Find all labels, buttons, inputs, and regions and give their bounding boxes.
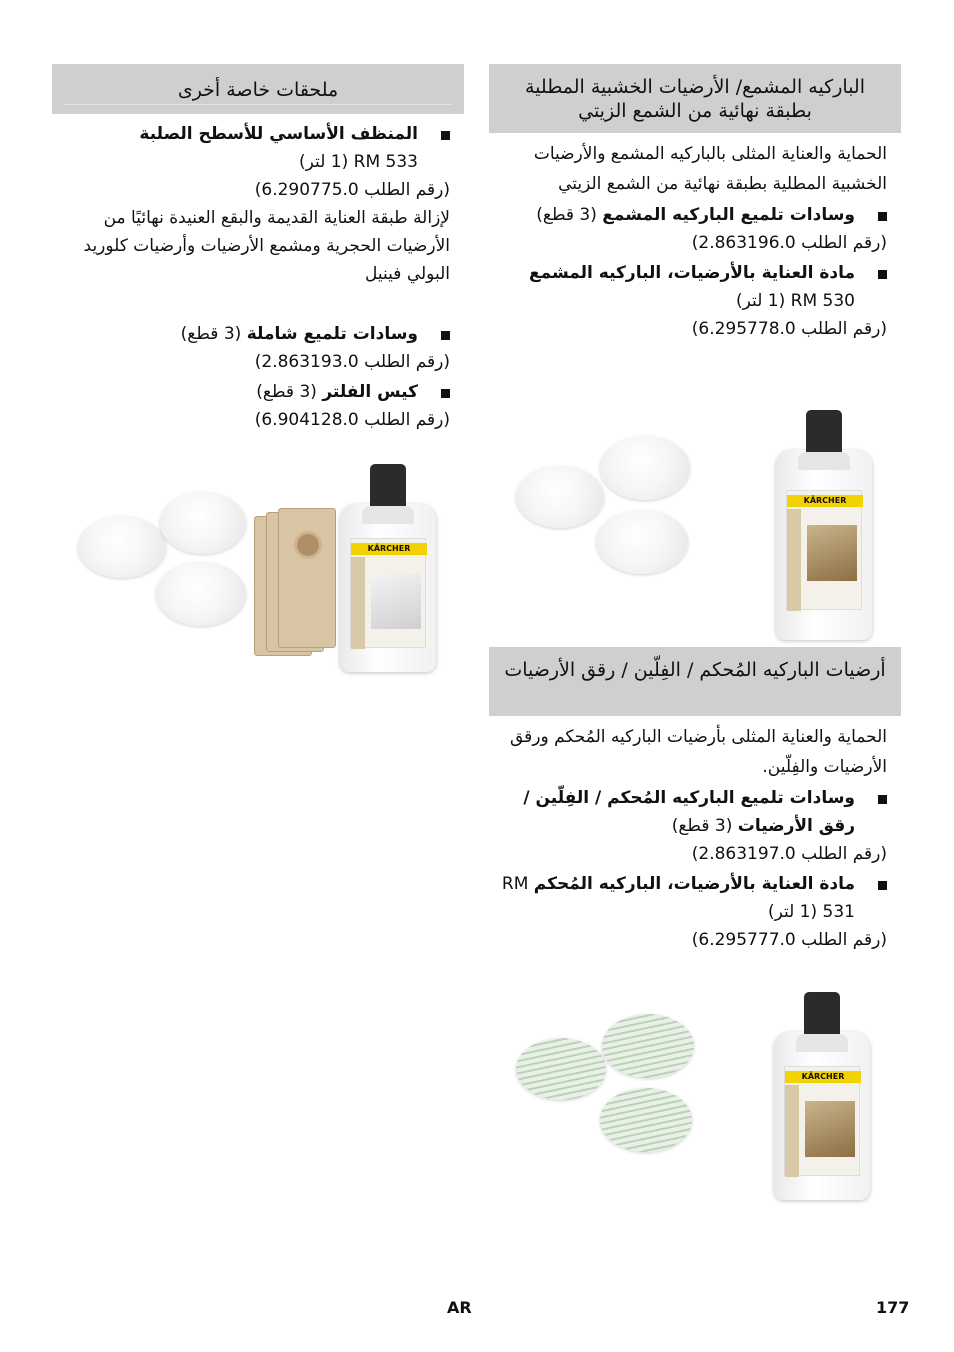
polishing-pad-image [516,466,604,528]
footer-language-code: AR [447,1298,472,1317]
polishing-pad-image [78,516,166,578]
accessory-list [489,201,901,343]
item-name: وسادات تلميع شاملة [246,324,418,344]
care-bottle-image [774,1032,870,1200]
item-order-number: (رقم الطلب 6.295777.0) [691,930,887,950]
item-detail: (3 قطع) [180,324,247,344]
item-name: مادة العناية بالأرضيات، الباركيه المُحكم [533,874,855,894]
list-item [62,378,450,434]
page-number: 177 [876,1298,910,1317]
accessory-list [489,784,901,954]
item-order-number: (رقم الطلب 6.295778.0) [691,319,887,339]
item-detail: RM 530 (1 لتر) [736,291,855,311]
square-bullet-icon [441,389,450,398]
item-order-number: (رقم الطلب 2.863196.0) [691,233,887,253]
polishing-pad-image [156,562,246,626]
list-item [499,201,887,257]
item-name: وسادات تلميع الباركيه المشمع [602,205,855,225]
bottle-cap [804,992,840,1036]
list-item [62,320,450,376]
section-title: أرضيات الباركيه المُحكم / الفِلّين / رقق الأرضيات [504,659,886,681]
list-item [499,259,887,343]
item-detail: RM 531 (1 لتر) [501,874,855,922]
bottle-label [786,490,862,610]
section-title: الباركيه المشمع/ الأرضيات الخشبية المطلية بطبقة نهائية من الشمع الزيتي [524,76,865,122]
list-item [62,120,450,288]
item-detail: (3 قطع) [256,382,323,402]
product-image-other-accessories [76,466,436,676]
section-header-other-accessories [52,64,464,114]
brand-logo: KÄRCHER [351,543,427,555]
item-name: كيس الفلتر [322,382,418,402]
bottle-cap [806,410,842,454]
polishing-pad-image [600,436,690,500]
polishing-pad-image [596,510,688,574]
product-image-oiled-parquet [512,410,872,610]
brand-logo: KÄRCHER [785,1071,861,1083]
square-bullet-icon [441,331,450,340]
square-bullet-icon [878,270,887,279]
square-bullet-icon [878,795,887,804]
item-order-number: (رقم الطلب 6.290775.0) [254,180,450,200]
brand-logo: KÄRCHER [787,495,863,507]
product-image-sealed-parquet [512,994,872,1204]
square-bullet-icon [878,881,887,890]
item-name: وسادات تلميع الباركيه المُحكم / الفِلّين / رقق الأرضيات [523,788,855,836]
item-detail: (3 قطع) [536,205,603,225]
filter-bag-image [278,508,336,648]
bottle-label [350,538,426,648]
polishing-pad-image [600,1088,692,1152]
right-column [489,64,901,343]
section-header-sealed-parquet [489,647,901,716]
item-name: مادة العناية بالأرضيات، الباركيه المشمع [528,263,855,283]
section-intro: الحماية والعناية المثلى بالباركيه المشمع والأرضيات الخشبية المطلية بطبقة نهائية من الشمع الزيتي [533,144,887,194]
section-intro: الحماية والعناية المثلى بأرضيات الباركيه المُحكم ورقق الأرضيات والفِلّين. [509,727,887,777]
section-title: ملحقات خاصة أخرى [64,78,452,105]
right-column-lower [489,647,901,954]
polishing-pad-image [602,1014,694,1078]
accessory-list [52,114,464,434]
care-bottle-image [776,450,872,640]
item-order-number: (رقم الطلب 2.863197.0) [691,844,887,864]
polishing-pad-image [160,492,246,554]
square-bullet-icon [878,212,887,221]
polishing-pad-image [516,1038,606,1100]
item-description: لإزالة طبقة العناية القديمة والبقع العنيدة نهائيًا من الأرضيات الحجرية ومشمع الأرضيات وأرضيات كلوريد البولي فينيل [83,208,450,284]
item-name: المنظف الأساسي للأسطح الصلبة [139,124,418,144]
list-item [499,870,887,954]
section-header-oiled-parquet [489,64,901,133]
care-bottle-image [340,504,436,672]
item-detail: RM 533 (1 لتر) [299,152,418,172]
list-item [499,784,887,868]
item-detail: (3 قطع) [671,816,738,836]
bottle-cap [370,464,406,508]
square-bullet-icon [441,131,450,140]
item-order-number: (رقم الطلب 6.904128.0) [254,410,450,430]
left-column [52,64,464,434]
bottle-label [784,1066,860,1176]
item-order-number: (رقم الطلب 2.863193.0) [254,352,450,372]
